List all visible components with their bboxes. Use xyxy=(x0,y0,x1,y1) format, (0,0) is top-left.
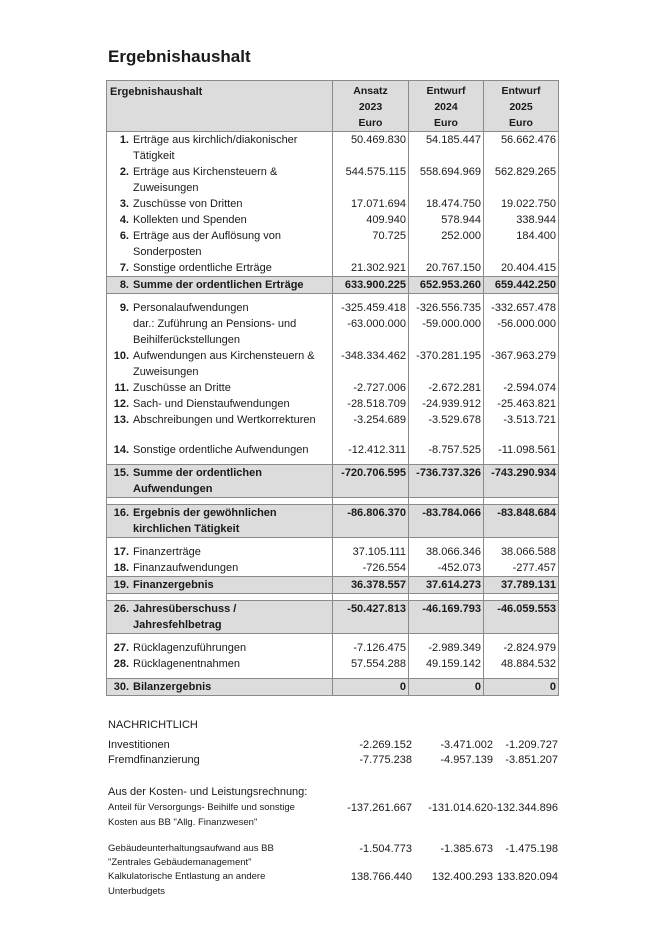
versorgung-row-value-2: -131.014.620 xyxy=(428,802,493,814)
row-label: Finanzerträge xyxy=(133,546,201,558)
value-col-2: -24.939.912 xyxy=(409,396,484,412)
header-col-1: Ansatz 2023 Euro xyxy=(333,81,409,132)
row-label: Erträge aus der Auflösung von Sonderposten xyxy=(133,230,281,258)
row-label: Bilanzergebnis xyxy=(133,681,212,693)
value-col-3: 19.022.750 xyxy=(484,196,559,212)
versorgung-row-value-3: -132.344.896 xyxy=(493,802,558,814)
value-col-3: -2.594.074 xyxy=(484,380,559,396)
row-label: Summe der ordentlichen Erträge xyxy=(133,279,304,291)
row-number: 27. xyxy=(113,642,129,654)
gebaeude-row-label: Gebäudeunterhaltungsaufwand aus BB xyxy=(108,843,274,854)
value-col-2: -59.000.000 xyxy=(409,316,484,348)
gebaeude-row-value-2: -1.385.673 xyxy=(440,843,493,855)
fremdfinanzierung-row-value-3: -3.851.207 xyxy=(505,754,558,766)
value-col-2: -326.556.735 xyxy=(409,300,484,316)
value-col-2: -8.757.525 xyxy=(409,428,484,458)
row-label-cell xyxy=(107,277,333,294)
row-label-cell xyxy=(107,132,333,165)
header-label: Ergebnishaushalt xyxy=(107,81,333,132)
value-col-2: 0 xyxy=(409,679,484,696)
gebaeude-row-value-1: -1.504.773 xyxy=(359,843,412,855)
row-number: 26. xyxy=(113,603,129,615)
investitionen-row-value-1: -2.269.152 xyxy=(359,739,412,751)
value-col-3: -46.059.553 xyxy=(484,601,559,634)
value-col-3: -11.098.561 xyxy=(484,428,559,458)
row-label-cell xyxy=(107,228,333,260)
table-header-row xyxy=(107,81,559,132)
row-spacer xyxy=(107,594,559,601)
value-col-1: 57.554.288 xyxy=(333,656,409,672)
row-label-cell xyxy=(107,505,333,538)
row-number: 9. xyxy=(119,302,129,314)
value-col-3: 38.066.588 xyxy=(484,544,559,560)
versorgung-row-value-1: -137.261.667 xyxy=(347,802,412,814)
value-col-3: -367.963.279 xyxy=(484,348,559,380)
gebaeude-row-value-3: -1.475.198 xyxy=(505,843,558,855)
row-number: 2. xyxy=(119,166,129,178)
table-row xyxy=(107,656,559,672)
table-row xyxy=(107,560,559,577)
row-label-cell xyxy=(107,396,333,412)
value-col-1: -2.727.006 xyxy=(333,380,409,396)
row-label-cell xyxy=(107,380,333,396)
value-col-1: 0 xyxy=(333,679,409,696)
sum-row xyxy=(107,505,559,538)
value-col-3: 338.944 xyxy=(484,212,559,228)
row-label: Abschreibungen und Wertkorrekturen xyxy=(133,414,316,426)
value-col-1: 409.940 xyxy=(333,212,409,228)
row-label: Kollekten und Spenden xyxy=(133,214,247,226)
value-col-3: 56.662.476 xyxy=(484,132,559,165)
value-col-3: 48.884.532 xyxy=(484,656,559,672)
row-number: 19. xyxy=(113,579,129,591)
row-number: 6. xyxy=(119,230,129,242)
ergebnishaushalt-table xyxy=(106,80,559,696)
sum-row xyxy=(107,465,559,498)
value-col-2: 20.767.150 xyxy=(409,260,484,277)
page-title: Ergebnishaushalt xyxy=(108,47,251,66)
table-row xyxy=(107,640,559,656)
sum-row xyxy=(107,277,559,294)
table-row xyxy=(107,396,559,412)
value-col-2: 578.944 xyxy=(409,212,484,228)
fremdfinanzierung-row-value-1: -7.775.238 xyxy=(359,754,412,766)
value-col-3: 0 xyxy=(484,679,559,696)
row-number: 4. xyxy=(119,214,129,226)
kalk-row-value-2: 132.400.293 xyxy=(431,871,493,883)
row-label-cell xyxy=(107,412,333,428)
kalk-row-label: Kalkulatorische Entlastung an andere xyxy=(108,871,266,882)
row-spacer xyxy=(107,498,559,505)
row-label-cell xyxy=(107,212,333,228)
row-label: Finanzaufwendungen xyxy=(133,562,239,574)
table-row xyxy=(107,228,559,260)
row-label-cell xyxy=(107,260,333,277)
row-label-cell xyxy=(107,577,333,594)
table-row xyxy=(107,212,559,228)
value-col-1: -50.427.813 xyxy=(333,601,409,634)
sum-row xyxy=(107,601,559,634)
header-col-2: Entwurf 2024 Euro xyxy=(409,81,484,132)
versorgung-row-label: Anteil für Versorgungs- Beihilfe und sonstige xyxy=(108,802,295,813)
table-row xyxy=(107,412,559,428)
row-number: 17. xyxy=(113,546,129,558)
value-col-2: 558.694.969 xyxy=(409,164,484,196)
value-col-2: -2.989.349 xyxy=(409,640,484,656)
kalk-row-value-3: 133.820.094 xyxy=(496,871,558,883)
value-col-3: 20.404.415 xyxy=(484,260,559,277)
value-col-3: -332.657.478 xyxy=(484,300,559,316)
value-col-3: 184.400 xyxy=(484,228,559,260)
value-col-1: 544.575.115 xyxy=(333,164,409,196)
value-col-2: 252.000 xyxy=(409,228,484,260)
row-label-cell xyxy=(107,544,333,560)
row-label-cell xyxy=(107,196,333,212)
row-label: Rücklagenentnahmen xyxy=(133,658,241,670)
table-row xyxy=(107,380,559,396)
table-row xyxy=(107,300,559,316)
value-col-3: -743.290.934 xyxy=(484,465,559,498)
row-number: 1. xyxy=(119,134,129,146)
value-col-1: 37.105.111 xyxy=(333,544,409,560)
fremdfinanzierung-row-value-2: -4.957.139 xyxy=(440,754,493,766)
row-label: Rücklagenzuführungen xyxy=(133,642,247,654)
value-col-1: 633.900.225 xyxy=(333,277,409,294)
value-col-3: -2.824.979 xyxy=(484,640,559,656)
table-row xyxy=(107,348,559,380)
row-label: Zuschüsse an Dritte xyxy=(133,382,231,394)
value-col-2: -83.784.066 xyxy=(409,505,484,538)
value-col-2: -370.281.195 xyxy=(409,348,484,380)
row-label-cell xyxy=(107,679,333,696)
value-col-1: -63.000.000 xyxy=(333,316,409,348)
value-col-2: -2.672.281 xyxy=(409,380,484,396)
kalk-row-2-label: Unterbudgets xyxy=(108,886,166,897)
row-number: 18. xyxy=(113,562,129,574)
row-number: 15. xyxy=(113,467,129,479)
row-label-cell xyxy=(107,656,333,672)
value-col-3: -83.848.684 xyxy=(484,505,559,538)
fremdfinanzierung-row-label: Fremdfinanzierung xyxy=(108,754,200,766)
value-col-3: -277.457 xyxy=(484,560,559,577)
row-label-cell xyxy=(107,640,333,656)
value-col-2: 54.185.447 xyxy=(409,132,484,165)
row-label: dar.: Zuführung an Pensions- und Beihilferückstellungen xyxy=(133,318,297,346)
investitionen-row-label: Investitionen xyxy=(108,739,170,751)
investitionen-row-value-3: -1.209.727 xyxy=(505,739,558,751)
value-col-3: 37.789.131 xyxy=(484,577,559,594)
row-number: 13. xyxy=(113,414,129,426)
row-label-cell xyxy=(107,316,333,348)
value-col-2: 49.159.142 xyxy=(409,656,484,672)
value-col-1: -7.126.475 xyxy=(333,640,409,656)
row-number: 16. xyxy=(113,507,129,519)
value-col-3: -25.463.821 xyxy=(484,396,559,412)
row-label: Sonstige ordentliche Aufwendungen xyxy=(133,444,309,456)
row-label: Ergebnis der gewöhnlichen kirchlichen Tätigkeit xyxy=(133,507,277,535)
value-col-1: -12.412.311 xyxy=(333,428,409,458)
row-label: Jahresüberschuss / Jahresfehlbetrag xyxy=(133,603,237,631)
row-number: 7. xyxy=(119,262,129,274)
value-col-1: -348.334.462 xyxy=(333,348,409,380)
value-col-2: 18.474.750 xyxy=(409,196,484,212)
versorgung-row-2-label: Kosten aus BB "Allg. Finanzwesen" xyxy=(108,817,258,828)
value-col-3: 659.442.250 xyxy=(484,277,559,294)
notes-heading-label: NACHRICHTLICH xyxy=(108,719,198,731)
row-label: Zuschüsse von Dritten xyxy=(133,198,243,210)
row-label: Erträge aus kirchlich/diakonischer Tätigkeit xyxy=(133,134,298,162)
value-col-2: -736.737.326 xyxy=(409,465,484,498)
row-number: 30. xyxy=(113,681,129,693)
value-col-1: -3.254.689 xyxy=(333,412,409,428)
header-col-3: Entwurf 2025 Euro xyxy=(484,81,559,132)
value-col-2: 652.953.260 xyxy=(409,277,484,294)
table-row xyxy=(107,132,559,165)
value-col-2: 38.066.346 xyxy=(409,544,484,560)
value-col-1: -28.518.709 xyxy=(333,396,409,412)
value-col-2: -3.529.678 xyxy=(409,412,484,428)
value-col-1: -86.806.370 xyxy=(333,505,409,538)
table-row xyxy=(107,544,559,560)
row-label-cell xyxy=(107,465,333,498)
value-col-1: -720.706.595 xyxy=(333,465,409,498)
sum-row xyxy=(107,577,559,594)
row-label: Sonstige ordentliche Erträge xyxy=(133,262,272,274)
row-label-cell xyxy=(107,164,333,196)
investitionen-row-value-2: -3.471.002 xyxy=(440,739,493,751)
row-label-cell xyxy=(107,428,333,458)
value-col-1: 50.469.830 xyxy=(333,132,409,165)
row-label: Erträge aus Kirchensteuern & Zuweisungen xyxy=(133,166,278,194)
value-col-1: -325.459.418 xyxy=(333,300,409,316)
table-row xyxy=(107,428,559,458)
row-label: Summe der ordentlichen Aufwendungen xyxy=(133,467,262,495)
row-label-cell xyxy=(107,601,333,634)
value-col-3: -56.000.000 xyxy=(484,316,559,348)
row-number: 14. xyxy=(113,444,129,456)
klr-heading-label: Aus der Kosten- und Leistungsrechnung: xyxy=(108,786,308,798)
row-label: Personalaufwendungen xyxy=(133,302,249,314)
value-col-2: 37.614.273 xyxy=(409,577,484,594)
table-row xyxy=(107,164,559,196)
row-label-cell xyxy=(107,560,333,577)
value-col-1: 21.302.921 xyxy=(333,260,409,277)
value-col-2: -452.073 xyxy=(409,560,484,577)
row-number: 8. xyxy=(119,279,129,291)
value-col-1: 17.071.694 xyxy=(333,196,409,212)
row-number: 10. xyxy=(113,350,129,362)
row-label-cell xyxy=(107,300,333,316)
row-label-cell xyxy=(107,348,333,380)
gebaeude-row-2-label: "Zentrales Gebäudemanagement" xyxy=(108,857,252,868)
value-col-2: -46.169.793 xyxy=(409,601,484,634)
value-col-1: 70.725 xyxy=(333,228,409,260)
kalk-row-value-1: 138.766.440 xyxy=(350,871,412,883)
sum-row xyxy=(107,679,559,696)
row-label: Sach- und Dienstaufwendungen xyxy=(133,398,290,410)
value-col-3: -3.513.721 xyxy=(484,412,559,428)
value-col-3: 562.829.265 xyxy=(484,164,559,196)
row-number: 28. xyxy=(113,658,129,670)
row-label: Finanzergebnis xyxy=(133,579,214,591)
value-col-1: -726.554 xyxy=(333,560,409,577)
row-number: 11. xyxy=(114,382,129,394)
row-label: Aufwendungen aus Kirchensteuern & Zuweisungen xyxy=(133,350,315,378)
table-row xyxy=(107,196,559,212)
row-number: 12. xyxy=(113,398,129,410)
table-row xyxy=(107,260,559,277)
row-number: 3. xyxy=(119,198,129,210)
value-col-1: 36.378.557 xyxy=(333,577,409,594)
table-row xyxy=(107,316,559,348)
